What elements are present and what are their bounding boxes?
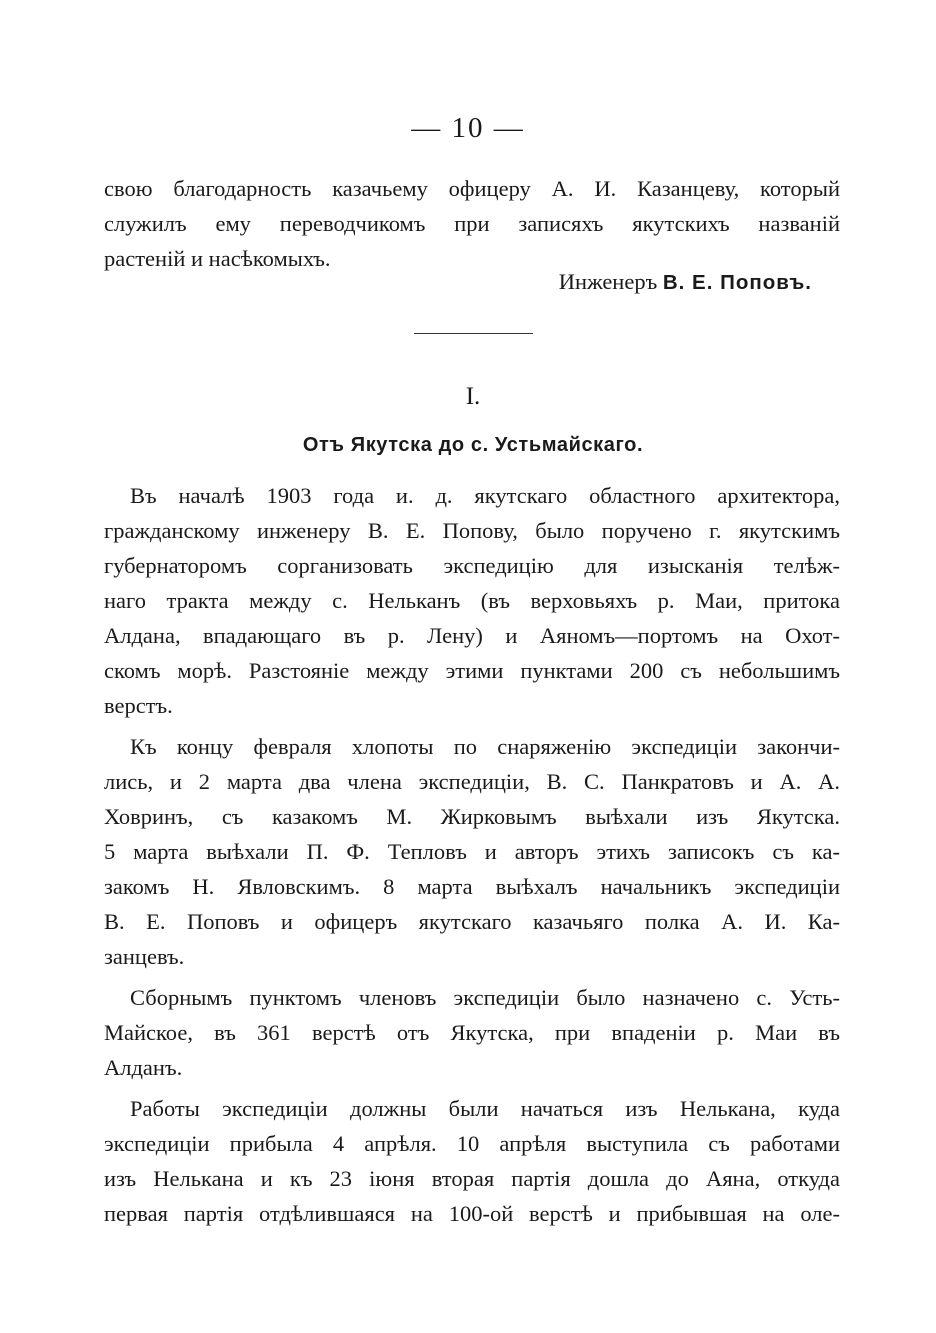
- text-line: Сборнымъ пунктомъ членовъ экспедиціи было назначено с. Усть-: [130, 985, 840, 1010]
- text-line: экспедиціи прибыла 4 апрѣля. 10 апрѣля выступила съ работами: [104, 1131, 840, 1156]
- text-line: Къ концу февраля хлопоты по снаряженію экспедиціи закончи-: [130, 734, 840, 759]
- text-line: растеній и насѣкомыхъ.: [104, 246, 331, 271]
- text-line: Работы экспедиціи должны были начаться изъ Нелькана, куда: [130, 1096, 840, 1121]
- text-line: служилъ ему переводчикомъ при записяхъ якутскихъ названій: [104, 211, 840, 236]
- paragraph: [104, 980, 840, 1085]
- text-line: 5 марта выѣхали П. Ф. Тепловъ и авторъ этихъ записокъ съ ка-: [104, 839, 840, 864]
- text-line: Алдана, впадающаго въ р. Лену) и Аяномъ—портомъ на Охот-: [104, 623, 840, 648]
- text-line: изъ Нелькана и къ 23 іюня вторая партія дошла до Аяна, откуда: [104, 1166, 840, 1191]
- text-line: губернаторомъ сорганизовать экспедицію для изысканія телѣж-: [104, 553, 840, 578]
- text-line: занцевъ.: [104, 944, 185, 969]
- text-line: Въ началѣ 1903 года и. д. якутскаго областного архитектора,: [130, 483, 840, 508]
- text-line: В. Е. Поповъ и офицеръ якутскаго казачьяго полка А. И. Ка-: [104, 909, 840, 934]
- signature: [0, 266, 812, 299]
- separator-rule: [414, 333, 533, 334]
- paragraph: [104, 478, 840, 723]
- text-line: закомъ Н. Явловскимъ. 8 марта выѣхалъ начальникъ экспедиціи: [104, 874, 840, 899]
- paragraph: [104, 1091, 840, 1231]
- text-line: свою благодарность казачьему офицеру А. И. Казанцеву, который: [104, 176, 840, 201]
- page-number: — 10 —: [411, 112, 525, 144]
- text-line: лись, и 2 марта два члена экспедиціи, В. С. Панкратовъ и А. А.: [104, 769, 840, 794]
- text-line: Алданъ.: [104, 1055, 183, 1080]
- intro-text: [104, 171, 840, 276]
- text-line: скомъ морѣ. Разстояніе между этими пунктами 200 съ небольшимъ: [104, 658, 840, 683]
- text-line: Ховринъ, съ казакомъ М. Жирковымъ выѣхали изъ Якутска.: [104, 804, 840, 829]
- text-line: Майское, въ 361 верстѣ отъ Якутска, при впаденіи р. Маи въ: [104, 1020, 840, 1045]
- paragraph: [104, 729, 840, 974]
- section-number: I.: [465, 383, 481, 410]
- signature-prefix: Инженеръ: [558, 269, 658, 294]
- text-line: верстъ.: [104, 693, 173, 718]
- body-text: [104, 478, 840, 1231]
- signature-name: В. Е. Поповъ.: [662, 271, 812, 294]
- text-line: гражданскому инженеру В. Е. Попову, было поручено г. якутскимъ: [104, 518, 840, 543]
- section-title: Отъ Якутска до с. Устьмайскаго.: [302, 434, 644, 456]
- text-line: наго тракта между с. Нельканъ (въ верховьяхъ р. Маи, притока: [104, 588, 840, 613]
- text-line: первая партія отдѣлившаяся на 100-ой верстѣ и прибывшая на оле-: [104, 1201, 840, 1226]
